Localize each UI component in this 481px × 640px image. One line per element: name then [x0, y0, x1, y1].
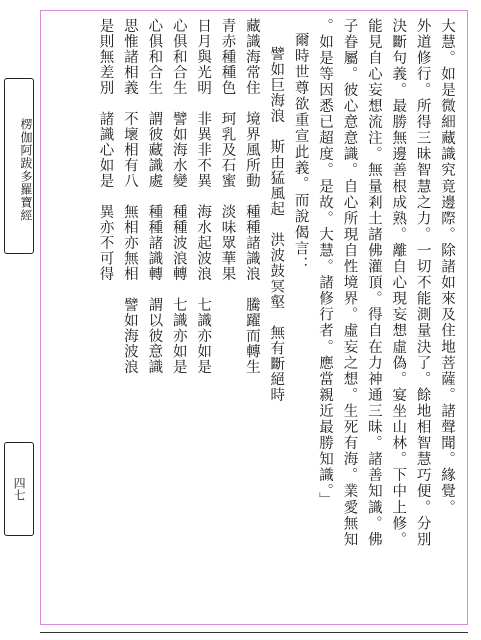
- verse-line: 思惟諸相義 不壞相有八 無相亦無相 譬如海波浪: [121, 18, 138, 375]
- book-title: 楞伽阿跋多羅寶經: [19, 118, 33, 222]
- verse-line: 譬如巨海浪 斯由猛風起 洪波鼓冥壑 無有斷絕時: [268, 46, 285, 403]
- prose-line: 外道修行。所得三昧智慧之力。一切不能測量決了。餘地相智慧巧便。分別: [414, 18, 431, 548]
- prose-line: 決斷句義。最勝無邊善根成熟。離自心現妄想虛偽。宴坐山林。下中上修。: [390, 18, 407, 548]
- prose-line: 。如是等因悉已超度。是故。大慧。諸修行者。應當親近最勝知識。」: [317, 18, 334, 509]
- verse-line: 是則無差別 諸識心如是 異亦不可得: [97, 18, 114, 282]
- verse-line: 青赤種種色 珂乳及石蜜 淡味眾華果: [219, 18, 236, 282]
- verse-line: 心俱和合生 謂彼藏識處 種種諸識轉 謂以彼意識: [146, 18, 163, 375]
- verse-line: 日月與光明 非異非不異 海水起波浪 七識亦如是: [195, 18, 212, 375]
- sutra-text: [93, 18, 459, 618]
- prose-line: 子眷屬。彼心意意識。自心所現自性境界。虛妄之想。生死有海。業愛無知: [341, 18, 358, 548]
- book-title-tab: [4, 78, 34, 254]
- page-number: 四七: [12, 477, 27, 501]
- verse-line: 藏識海常住 境界風所動 種種諸識浪 騰躍而轉生: [243, 18, 260, 375]
- verse-line: 心俱和合生 譬如海水變 種種波浪轉 七識亦如是: [170, 18, 187, 375]
- prose-line: 大慧。如是微細藏識究竟邊際。除諸如來及住地菩薩。諸聲聞。緣覺。: [439, 18, 455, 516]
- bottom-rule: [40, 632, 468, 633]
- page-number-tab: [4, 442, 34, 536]
- prose-line: 爾時世尊欲重宣此義。而說偈言：: [292, 32, 309, 273]
- prose-line: 能見自心妄想流注。無量剎土諸佛灌頂。得自在力神通三昧。諸善知識。佛: [365, 18, 382, 548]
